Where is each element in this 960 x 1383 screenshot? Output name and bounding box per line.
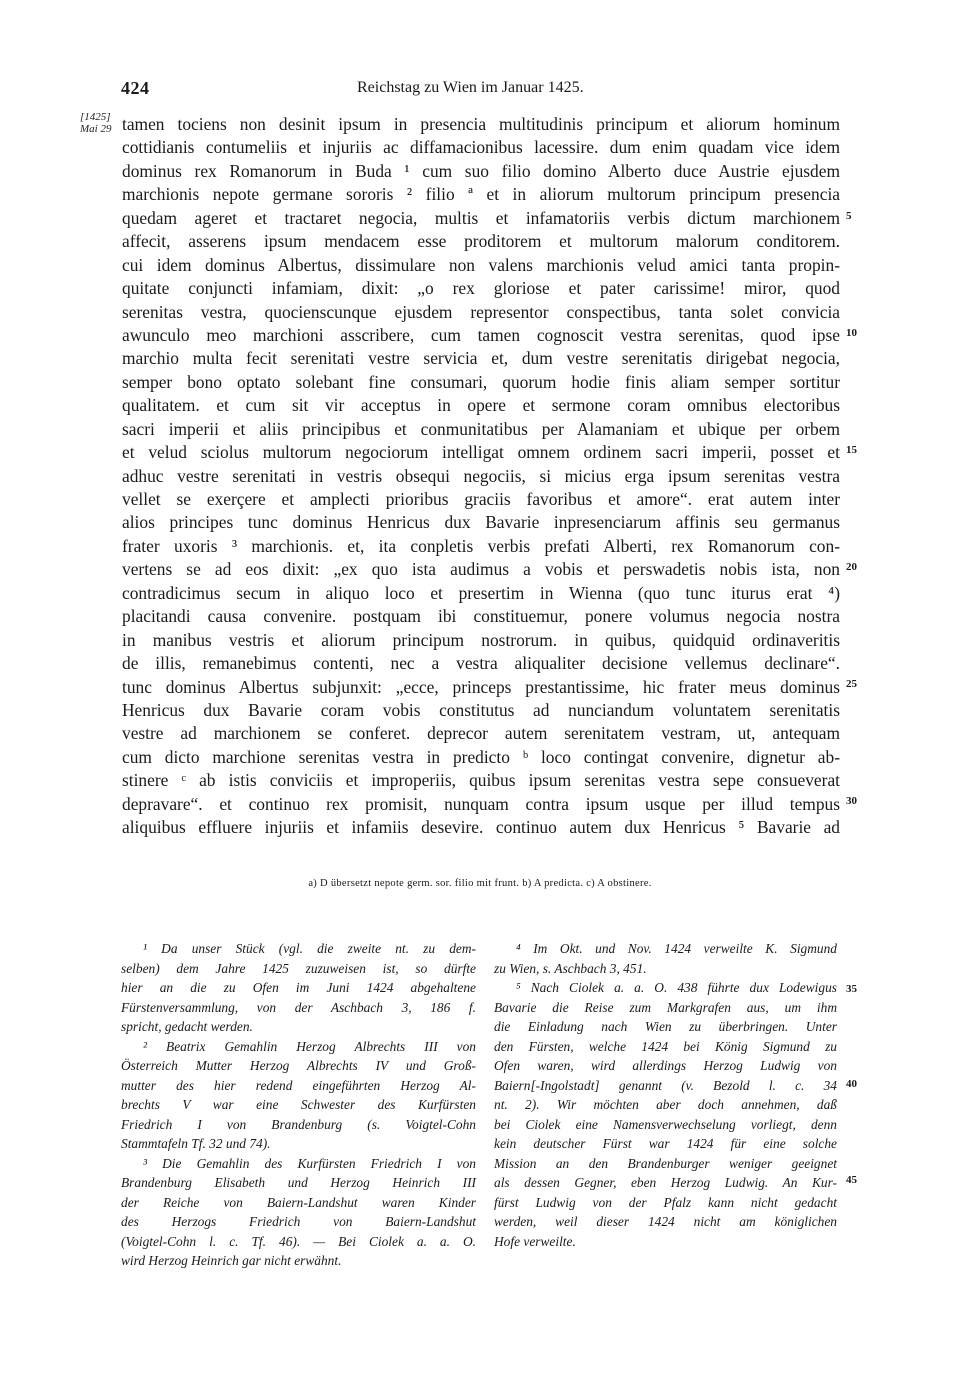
footnote-line: Bavarie die Reise zum Markgrafen aus, um ihm xyxy=(494,999,837,1015)
text-line: awunculo meo marchioni asscribere, cum tamen cognoscit vestra serenitas, quod ipse xyxy=(122,324,840,345)
line-number: 25 xyxy=(846,678,857,690)
text-line: contradicimus secum in aliquo loco et presertim in Wienna (quo tunc iturus erat ⁴) xyxy=(122,582,840,603)
text-line: vertens se ad eos dixit: „ex quo ista audimus a vobis et perswadetis nobis ista, non xyxy=(122,559,840,580)
footnote-line: des Herzogs Friedrich von Baiern-Landshut xyxy=(121,1214,476,1229)
footnote-line: ³ Die Gemahlin des Kurfürsten Friedrich I von xyxy=(143,1155,476,1171)
footnote-line: bei Ciolek eine Namensverwechselung vorliegt, denn xyxy=(494,1116,837,1132)
footnotes-right-column xyxy=(494,939,837,1251)
text-line: adhuc vestre serenitati in vestris obsequi negociis, si micius erga ipsum serenitas vestra xyxy=(122,465,840,486)
footnote-line: Brandenburg Elisabeth und Herzog Heinrich III xyxy=(121,1175,476,1190)
footnote-line: hier an die zu Ofen im Juni 1424 abgehaltene xyxy=(121,980,476,995)
footnote-line: kein deutscher Fürst war 1424 für eine solche xyxy=(494,1136,837,1151)
footnote-line: ⁵ Nach Ciolek a. a. O. 438 führte dux Lodewigus xyxy=(516,980,837,995)
margin-date: Mai 29 xyxy=(80,123,112,135)
footnote-line: spricht, gedacht werden. xyxy=(121,1019,253,1034)
text-line: Henricus dux Bavarie coram vobis constitutus ad nunciandum voluntatem serenitatis xyxy=(122,699,840,720)
footnote-line: zu Wien, s. Aschbach 3, 451. xyxy=(494,960,647,976)
footnote-line: Stammtafeln Tf. 32 und 74). xyxy=(121,1136,271,1151)
running-title: Reichstag zu Wien im Januar 1425. xyxy=(357,79,584,96)
text-line: de illis, remanebimus contenti, nec a vestra aliqualiter decisione vellemus declinare“. xyxy=(122,653,840,674)
main-text xyxy=(122,113,840,840)
footnote-line: Friedrich I von Brandenburg (s. Voigtel-Cohn xyxy=(121,1116,476,1132)
text-line: qualitatem. et cum sit vir acceptus in opere et sermone coram omnibus electoribus xyxy=(122,395,840,416)
textcritical-apparatus: a) D übersetzt nepote germ. sor. filio mit frunt. b) A predicta. c) A obstinere. xyxy=(308,878,652,889)
footnote-line: Ofen waren, wird allerdings Herzog Ludwig von xyxy=(494,1058,837,1073)
footnote-line: wird Herzog Heinrich gar nicht erwähnt. xyxy=(121,1253,342,1268)
text-line: et velud sciolus multorum negociorum intelligat omnem ordinem sacri imperii, posset et xyxy=(122,442,840,463)
text-line: quitate conjuncti infamiam, dixit: „o rex gloriose et pater carissime! miror, quod xyxy=(122,278,840,299)
text-line: semper bono optato solebant fine consumari, quorum hodie finis aliam semper sortitur xyxy=(122,371,840,392)
footnote-line: Mission an den Brandenburger weniger geeignet xyxy=(494,1155,837,1171)
footnote-line: Hofe verweilte. xyxy=(494,1233,576,1249)
text-line: in manibus vestris et aliorum principum nostrorum. in quibus, quidquid ordinaveritis xyxy=(122,629,840,650)
line-number: 35 xyxy=(846,983,857,995)
text-line: cui idem dominus Albertus, dissimulare non valens marchionis velud amici tanta propin- xyxy=(122,254,840,275)
text-line: alios principes tunc dominus Henricus dux Bavarie inpresenciarum affinis seu germanus xyxy=(122,512,840,533)
line-number: 20 xyxy=(846,561,857,573)
footnote-line: mutter des hier redend eingeführten Herzog Al- xyxy=(121,1077,476,1093)
footnote-line: selben) dem Jahre 1425 zuzuweisen ist, so dürfte xyxy=(121,960,476,976)
text-line: cottidianis contumeliis et injuriis ac diffamacionibus lacessire. dum enim quadam vice idem xyxy=(122,137,840,158)
line-number: 30 xyxy=(846,795,857,807)
text-line: placitandi causa convenire. postquam ibi constituemur, ponere volumus negocia nostra xyxy=(122,606,840,627)
footnote-line: ¹ Da unser Stück (vgl. die zweite nt. zu dem- xyxy=(143,941,476,956)
text-line: marchionis nepote germane sororis ² filio ª et in aliorum multorum principum presencia xyxy=(122,184,840,205)
text-line: tunc dominus Albertus subjunxit: „ecce, princeps prestantissime, hic frater meus dominus xyxy=(122,676,840,697)
footnote-line: Österreich Mutter Herzog Albrechts IV und Groß- xyxy=(121,1058,476,1073)
footnote-line: werden, weil dieser 1424 nicht am königlichen xyxy=(494,1214,837,1229)
text-line: marchio multa fecit serenitati vestre servicia et, dum vestre serenitatis dirigebat negocia, xyxy=(122,348,840,369)
text-line: quedam ageret et tractaret negocia, multis et infamatoriis verbis dictum marchionem xyxy=(122,207,840,228)
text-line: tamen tociens non desinit ipsum in presencia multitudinis principum et aliorum hominum xyxy=(122,114,840,134)
footnote-line: die Einladung nach Wien zu überbringen. Unter xyxy=(494,1019,837,1034)
page-number: 424 xyxy=(121,78,150,98)
footnote-line: Fürstenversammlung, von der Aschbach 3, 186 f. xyxy=(121,999,476,1015)
footnote-line: fürst Ludwig von der Pfalz kann nicht gedacht xyxy=(494,1194,837,1210)
text-line: vellet se exerçere et amplecti prioribus graciis favoribus et amore“. erat autem inter xyxy=(122,489,840,509)
footnote-line: nt. 2). Wir möchten aber doch annehmen, daß xyxy=(494,1097,837,1112)
text-line: sacri imperii et aliis principibus et conmunitatibus per Alamaniam et ubique per orbem xyxy=(122,418,840,439)
text-line: depravare“. et continuo rex promisit, nunquam contra ipsum usque per illud tempus xyxy=(122,793,840,814)
line-number: 45 xyxy=(846,1174,857,1186)
text-line: frater uxoris ³ marchionis. et, ita conpletis verbis prefati Alberti, rex Romanorum con- xyxy=(122,535,840,556)
text-line: stinere ᶜ ab istis conviciis et improperiis, quibus ipsum serenitas vestra sepe consueverat xyxy=(122,770,840,791)
text-line: aliquibus effluere injuriis et infamiis desevire. continuo autem dux Henricus ⁵ Bavarie ad xyxy=(122,817,840,838)
line-number: 40 xyxy=(846,1078,857,1090)
text-line: dominus rex Romanorum in Buda ¹ cum suo filio domino Alberto duce Austrie ejusdem xyxy=(122,160,840,181)
footnote-line: ² Beatrix Gemahlin Herzog Albrechts III von xyxy=(143,1038,476,1054)
footnotes-left-column xyxy=(121,939,476,1271)
footnote-line: der Reiche von Baiern-Landshut waren Kinder xyxy=(121,1194,476,1210)
line-number: 10 xyxy=(846,327,857,339)
text-line: cum dicto marchione serenitas vestra in predicto ᵇ loco contingat convenire, dignetur ab- xyxy=(122,746,840,767)
footnote-line: als dessen Gegner, eben Herzog Ludwig. An Kur- xyxy=(494,1175,837,1190)
footnote-line: Baiern[-Ingolstadt] genannt (v. Bezold l. c. 34 xyxy=(494,1077,837,1093)
line-number: 15 xyxy=(846,444,857,456)
footnote-line: (Voigtel-Cohn l. c. Tf. 46). — Bei Ciolek a. a. O. xyxy=(121,1233,476,1249)
footnote-line: den Fürsten, welche 1424 bei König Sigmund zu xyxy=(494,1038,837,1054)
footnote-line: ⁴ Im Okt. und Nov. 1424 verweilte K. Sigmund xyxy=(516,941,837,956)
text-line: vestre ad marchionem se conferet. deprecor autem serenitatem vestram, ut, antequam xyxy=(122,723,840,744)
footnote-line: brechts V war eine Schwester des Kurfürsten xyxy=(121,1097,476,1112)
margin-year: [1425] xyxy=(80,111,111,123)
text-line: serenitas vestra, quocienscunque ejusdem representor conspectibus, tanta solet convicia xyxy=(122,301,840,322)
line-number: 5 xyxy=(846,210,852,222)
text-line: affecit, asserens ipsum mendacem esse proditorem et multorum malorum conditorem. xyxy=(122,231,840,252)
